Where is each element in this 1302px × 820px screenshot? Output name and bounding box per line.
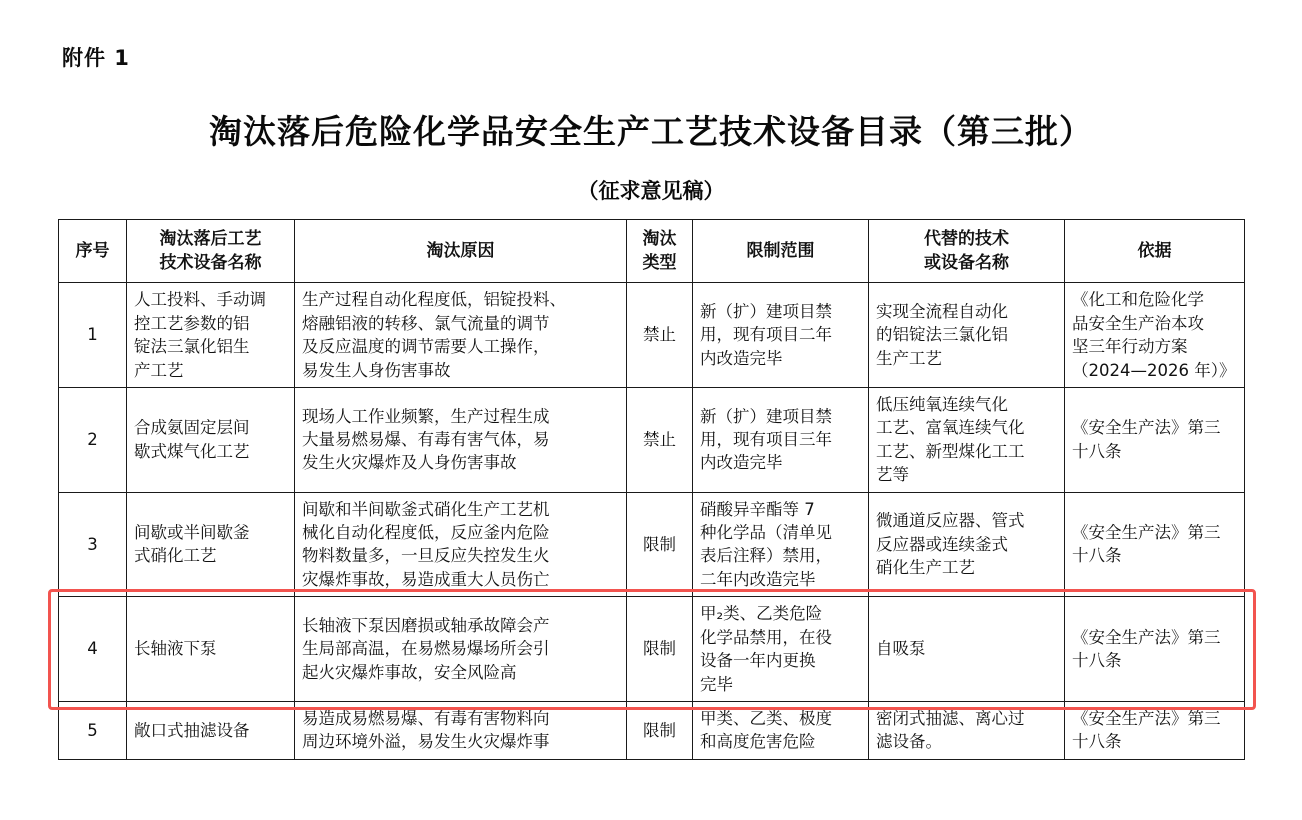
attachment-label: 附件 1: [62, 46, 130, 70]
page-bottom-fade: [0, 782, 1302, 820]
cell-scope: 甲类、乙类、极度 和高度危害危险: [693, 702, 869, 760]
cell-name: 合成氨固定层间 歇式煤气化工艺: [127, 387, 295, 492]
cell-alternative: 低压纯氧连续气化 工艺、富氧连续气化 工艺、新型煤化工工 艺等: [869, 387, 1065, 492]
cell-reason: 现场人工作业频繁，生产过程生成 大量易燃易爆、有毒有害气体，易 发生火灾爆炸及人身伤害事故: [295, 387, 627, 492]
cell-type: 限制: [627, 492, 693, 597]
cell-alternative: 实现全流程自动化 的铝锭法三氯化铝 生产工艺: [869, 283, 1065, 388]
cell-alternative: 密闭式抽滤、离心过 滤设备。: [869, 702, 1065, 760]
cell-basis: 《安全生产法》第三 十八条: [1065, 492, 1245, 597]
cell-name: 间歇或半间歇釜 式硝化工艺: [127, 492, 295, 597]
cell-type: 限制: [627, 702, 693, 760]
column-header-alternative: 代替的技术 或设备名称: [869, 220, 1065, 283]
column-header-name: 淘汰落后工艺 技术设备名称: [127, 220, 295, 283]
table-row: [59, 492, 1245, 597]
cell-scope: 新（扩）建项目禁 用，现有项目三年 内改造完毕: [693, 387, 869, 492]
cell-reason: 易造成易燃易爆、有毒有害物料向 周边环境外溢，易发生火灾爆炸事: [295, 702, 627, 760]
cell-basis: 《化工和危险化学 品安全生产治本攻 坚三年行动方案 （2024—2026 年）》: [1065, 283, 1245, 388]
cell-reason: 生产过程自动化程度低，铝锭投料、 熔融铝液的转移、氯气流量的调节 及反应温度的调节需要人工操作， 易发生人身伤害事故: [295, 283, 627, 388]
cell-basis: 《安全生产法》第三 十八条: [1065, 387, 1245, 492]
cell-name: 敞口式抽滤设备: [127, 702, 295, 760]
column-header-basis: 依据: [1065, 220, 1245, 283]
document-subtitle: （征求意见稿）: [577, 178, 725, 203]
cell-reason: 间歇和半间歇釜式硝化生产工艺机 械化自动化程度低，反应釜内危险 物料数量多，一旦反应失控发生火 灾爆炸事故，易造成重大人员伤亡: [295, 492, 627, 597]
catalog-table: [58, 219, 1245, 760]
table-row: [59, 702, 1245, 760]
cell-index: 3: [59, 492, 127, 597]
cell-type: 禁止: [627, 283, 693, 388]
cell-basis: 《安全生产法》第三 十八条: [1065, 702, 1245, 760]
cell-name: 长轴液下泵: [127, 597, 295, 702]
cell-scope: 甲₂类、乙类危险 化学品禁用，在役 设备一年内更换 完毕: [693, 597, 869, 702]
cell-index: 5: [59, 702, 127, 760]
cell-index: 1: [59, 283, 127, 388]
table-header-row: [59, 220, 1245, 283]
cell-index: 4: [59, 597, 127, 702]
table-row: [59, 283, 1245, 388]
cell-reason: 长轴液下泵因磨损或轴承故障会产 生局部高温，在易燃易爆场所会引 起火灾爆炸事故，安全风险高: [295, 597, 627, 702]
cell-scope: 硝酸异辛酯等 7 种化学品（清单见 表后注释）禁用， 二年内改造完毕: [693, 492, 869, 597]
cell-type: 限制: [627, 597, 693, 702]
cell-type: 禁止: [627, 387, 693, 492]
page-title: 淘汰落后危险化学品安全生产工艺技术设备目录（第三批）: [209, 112, 1093, 151]
cell-basis: 《安全生产法》第三 十八条: [1065, 597, 1245, 702]
cell-scope: 新（扩）建项目禁 用，现有项目二年 内改造完毕: [693, 283, 869, 388]
cell-alternative: 微通道反应器、管式 反应器或连续釜式 硝化生产工艺: [869, 492, 1065, 597]
column-header-index: 序号: [59, 220, 127, 283]
cell-alternative: 自吸泵: [869, 597, 1065, 702]
cell-index: 2: [59, 387, 127, 492]
column-header-type: 淘汰 类型: [627, 220, 693, 283]
table-row: [59, 387, 1245, 492]
column-header-scope: 限制范围: [693, 220, 869, 283]
table-row-highlighted: [59, 597, 1245, 702]
cell-name: 人工投料、手动调 控工艺参数的铝 锭法三氯化铝生 产工艺: [127, 283, 295, 388]
column-header-reason: 淘汰原因: [295, 220, 627, 283]
